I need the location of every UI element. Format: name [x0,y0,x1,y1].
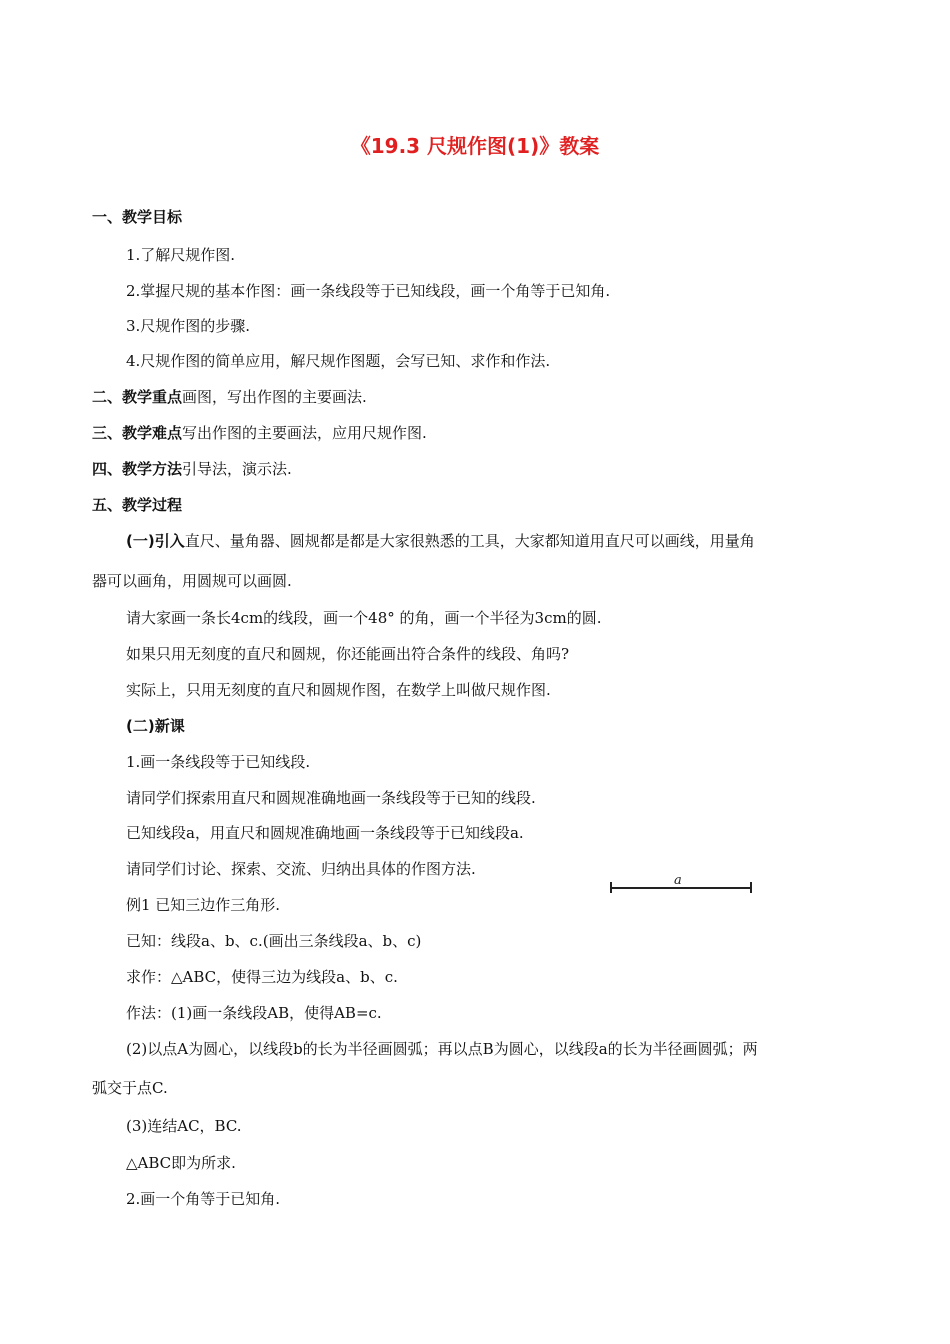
segment-a-right-tick [750,882,752,893]
section-text: 引导法，演示法. [182,460,292,478]
section-heading-process [92,495,182,515]
example-step-2-line-2: 弧交于点C. [92,1079,168,1097]
example-1-title: 例1 已知三边作三角形. [126,896,281,914]
example-step-1: 作法：(1)画一条线段AB，使得AB=c. [126,1004,382,1022]
segment-a-left-tick [610,882,612,893]
section-text: 画图，写出作图的主要画法. [182,388,367,406]
intro-paragraph-line-1 [126,531,755,551]
intro-text: 直尺、量角器、圆规都是都是大家很熟悉的工具，大家都知道用直尺可以画线，用量角 [184,532,755,550]
heading-text: 四、教学方法 [92,460,183,478]
heading-text: 二、教学重点 [92,388,183,406]
intro-paragraph-4: 实际上，只用无刻度的直尺和圆规作图，在数学上叫做尺规作图. [126,681,551,699]
newlesson-line-1: 1.画一条线段等于已知线段. [126,753,311,771]
newlesson-line-angle: 2.画一个角等于已知角. [126,1190,281,1208]
newlesson-line-3: 已知线段a，用直尺和圆规准确地画一条线段等于已知线段a. [126,824,524,842]
example-step-2-line-1: (2)以点A为圆心，以线段b的长为半径画圆弧；再以点B为圆心，以线段a的长为半径画圆弧；两 [126,1040,758,1058]
example-given: 已知：线段a、b、c.(画出三条线段a、b、c) [126,932,422,950]
heading-text: 五、教学过程 [92,496,183,514]
newlesson-heading [126,716,185,736]
goal-item-3: 3.尺规作图的步骤. [126,317,251,335]
goal-item-1: 1.了解尺规作图. [126,246,236,264]
newlesson-line-2: 请同学们探索用直尺和圆规准确地画一条线段等于已知的线段. [126,789,536,807]
section-heading-goals [92,207,182,227]
intro-paragraph-line-2: 器可以画角，用圆规可以画圆. [92,572,292,590]
section-key-points [92,387,367,407]
newlesson-label: (二)新课 [126,717,185,735]
segment-a-label: a [674,873,682,888]
heading-text: 三、教学难点 [92,424,183,442]
heading-text: 一、教学目标 [92,208,183,226]
example-required: 求作：△ABC，使得三边为线段a、b、c. [126,968,398,986]
newlesson-line-4: 请同学们讨论、探索、交流、归纳出具体的作图方法. [126,860,476,878]
goal-item-4: 4.尺规作图的简单应用，解尺规作图题，会写已知、求作和作法. [126,352,551,370]
goal-item-2: 2.掌握尺规的基本作图：画一条线段等于已知线段，画一个角等于已知角. [126,282,611,300]
section-difficulties [92,423,427,443]
section-methods [92,459,292,479]
intro-paragraph-2: 请大家画一条长4cm的线段，画一个48° 的角，画一个半径为3cm的圆. [126,609,602,627]
page-title: 《19.3 尺规作图(1)》教案 [350,134,600,158]
intro-paragraph-3: 如果只用无刻度的直尺和圆规，你还能画出符合条件的线段、角吗? [126,645,570,663]
example-step-3: (3)连结AC，BC. [126,1117,242,1135]
section-text: 写出作图的主要画法，应用尺规作图. [182,424,427,442]
example-conclusion: △ABC即为所求. [126,1154,236,1172]
intro-label: (一)引入 [126,532,185,550]
